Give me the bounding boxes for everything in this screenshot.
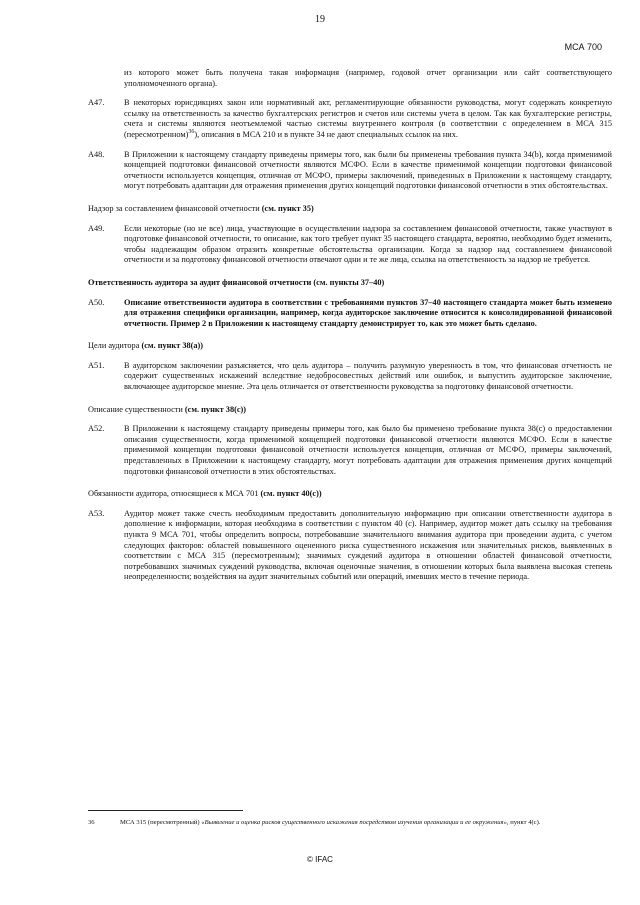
section-heading-objectives — [88, 341, 612, 352]
paragraph-text-part: ), описания в МСА 210 и в пункте 34 не дают специальных ссылок на них. — [194, 129, 458, 139]
heading-reference: (см. пункт 38(с)) — [184, 404, 247, 414]
section-heading-mca701 — [88, 489, 612, 500]
section-heading-auditor-responsibility: Ответственность аудитора за аудит финансовой отчетности (см. пункты 37–40) — [88, 277, 385, 287]
page-number: 19 — [315, 14, 325, 25]
paragraph-a48 — [88, 150, 612, 192]
paragraph-number: A51. — [88, 360, 105, 370]
heading-text: Описание существенности — [88, 404, 185, 414]
section-heading-oversight — [88, 204, 612, 215]
page-content — [88, 68, 612, 592]
paragraph-text: В Приложении к настоящему стандарту приведены примеры того, как было бы применено требование пункта 38(с) о предоставлении описания существенности, когда применимой концепцией подготовки финансовой отчетности являются МСФО. Если в качестве применимой концепции подготовки финансовой отчетности используется концепция, отличная от МСФО, примеры заключений, представленных в Приложении к настоящему стандарту, могут потребовать адаптации для отражения применения других концепций подготовки финансовой отчетности в этих обстоятельствах. — [124, 424, 612, 476]
paragraph-number: A48. — [88, 149, 105, 159]
heading-text: Цели аудитора — [88, 341, 142, 351]
paragraph-text: В Приложении к настоящему стандарту приведены примеры того, как были бы применены требования пункта 34(b), когда применимой концепцией подготовки финансовой отчетности являются МСФО. Если в качестве применимой концепции подготовки финансовой отчетности используется концепция, отличная от МСФО, примеры заключений, приведенных в Приложении к настоящему стандарту, могут потребовать адаптации для отражения применения других концепций подготовки финансовой отчетности в этих обстоятельствах. — [124, 149, 612, 191]
section-heading-materiality — [88, 405, 612, 416]
footnote-text — [120, 818, 540, 827]
paragraph-number: A49. — [88, 223, 105, 233]
footnote-prefix: МСА 315 (пересмотренный) « — [120, 819, 205, 826]
paragraph-text: В аудиторском заключении разъясняется, что цель аудитора – получить разумную уверенность в том, что финансовая отчетность не содержит существенных искажений вследствие недобросовестных действий или ошибок, и выпустить аудиторское заключение, включающее аудиторское мнение. Эта цель отличается от ответственности руководства за подготовку финансовой отчетности. — [124, 360, 612, 392]
paragraph-number: A50. — [88, 297, 105, 307]
paragraph-a50 — [88, 298, 612, 330]
footnote-number: 36 — [88, 819, 95, 826]
paragraph-number: A52. — [88, 424, 105, 434]
paragraph-text: Если некоторые (но не все) лица, участвующие в осуществлении надзора за составлением финансовой отчетности, также участвуют в подготовке финансовой отчетности, то описание, как того требует пункт 35 настоящего стандарта, вероятно, необходимо будет изменить, чтобы надлежащим образом отразить конкретные обстоятельства организации. Когда за надзор над составлением финансовой отчетности и за подготовку финансовой отчетности отвечают одни и те же лица, ссылка на ответственность за надзор не требуется. — [124, 223, 612, 265]
paragraph-a51 — [88, 361, 612, 393]
paragraph-text: Аудитор может также счесть необходимым предоставить дополнительную информацию при описании ответственности аудитора в дополнение к информации, которая необходима в соответствии с пунктом 40 (с). Например, аудитор может дать ссылку на требования пункта 9 МСА 701, чтобы определить вопросы, потребовавшие значительного внимания аудитора при проведении аудита, с учетом следующих факторов: областей повышенного оцененного риска существенного искажения или значительных рисков, выявленных в соответствии с МСА 315 (пересмотренным); значимых суждений аудитора в отношении областей финансовой отчетности, потребовавших значимых суждений руководства, включая оценочные значения, в отношении которых была выявлена высокая степень неопределенности; воздействия на аудит значительных событий или операций, имевших место в течение периода. — [124, 508, 612, 582]
paragraph-text-part: В некоторых юрисдикциях закон или нормативный акт, регламентирующие обязанности руководства, могут содержать конкретную ссылку на ответственность за качество бухгалтерских регистров и счетов или системы учета в целом. Так как бухгалтерские регистры, счета и системы являются неотъемлемой частью системы внутреннего контроля (в соответствии с определением в МСА 315 (пересмотренном) — [124, 98, 612, 139]
footnote-title: Выявление и оценка рисков существенного искажения посредством изучения организации и ее окружения — [204, 819, 504, 826]
heading-reference: (см. пункт 40(с)) — [260, 489, 322, 499]
paragraph-number: A53. — [88, 508, 105, 518]
paragraph-text — [124, 98, 612, 140]
paragraph-number: A47. — [88, 98, 105, 108]
footnote-divider — [88, 810, 243, 811]
heading-text: Обязанности аудитора, относящиеся к МСА 701 — [88, 489, 261, 499]
paragraph-a52 — [88, 424, 612, 477]
heading-reference: (см. пункт 38(а)) — [141, 341, 204, 351]
continuation-text: из которого может быть получена такая информация (например, годовой отчет организации или сайт соответствующего уполномоченного органа). — [124, 68, 612, 88]
paragraph-a49 — [88, 224, 612, 266]
paragraph-text: Описание ответственности аудитора в соответствии с требованиями пунктов 37–40 настоящего стандарта может быть изменено для отражения специфики организации, например, когда аудиторское заключение относится к консолидированной финансовой отчетности. Пример 2 в Приложении к настоящему стандарту демонстрирует то, как это может быть сделано. — [124, 297, 612, 328]
paragraph-a53 — [88, 509, 612, 583]
heading-text: Надзор за составлением финансовой отчетности — [88, 203, 262, 213]
standard-code: МСА 700 — [564, 42, 602, 52]
footnote-reference[interactable]: 36 — [188, 129, 195, 136]
footnote — [88, 818, 612, 827]
paragraph-a47 — [88, 98, 612, 140]
page-footer: © IFAC — [307, 855, 333, 864]
heading-reference: (см. пункт 35) — [261, 203, 314, 213]
footnote-suffix: », пункт 4(с). — [503, 819, 541, 826]
